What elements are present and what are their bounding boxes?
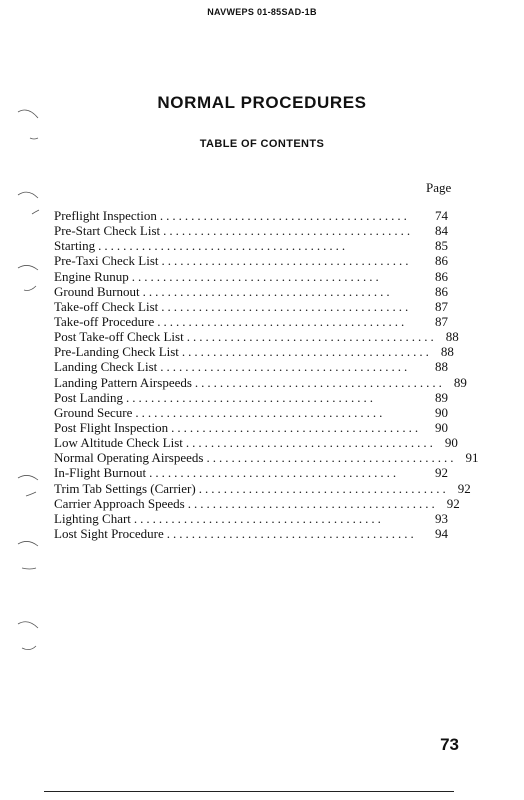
dot-leader: ........................................	[163, 223, 414, 239]
dot-leader: ........................................	[198, 480, 449, 496]
toc-heading: TABLE OF CONTENTS	[199, 138, 325, 150]
dot-leader: ........................................	[142, 283, 393, 299]
toc-entry-page: 90	[435, 404, 448, 420]
toc-entry-page: 86	[435, 253, 448, 269]
toc-entry-label: Lighting Chart	[54, 510, 131, 526]
toc-entry-label: Post Landing	[54, 389, 123, 405]
toc-entry-page: 92	[446, 495, 460, 511]
toc-entry[interactable]	[54, 223, 448, 238]
toc-entry-page: 92	[457, 480, 471, 496]
toc-entry[interactable]	[54, 329, 459, 345]
toc-entry[interactable]	[54, 314, 448, 329]
toc-entry-page: 92	[435, 465, 448, 481]
toc-entry-page: 94	[435, 525, 448, 541]
toc-entry-label: Starting	[54, 238, 96, 254]
dot-leader: ........................................	[194, 374, 445, 390]
toc-entry[interactable]	[54, 390, 448, 405]
dot-leader: ........................................	[171, 419, 422, 435]
toc-entry[interactable]	[54, 511, 448, 526]
binder-hole-marks	[0, 0, 60, 800]
toc-entry-label: In-Flight Burnout	[54, 465, 147, 481]
dot-leader: ........................................	[159, 208, 410, 223]
toc-entry-page: 90	[435, 419, 448, 435]
toc-entry[interactable]	[54, 526, 448, 541]
toc-entry-page: 84	[435, 223, 448, 239]
toc-entry[interactable]	[54, 359, 448, 374]
dot-leader: ........................................	[186, 329, 437, 345]
toc-entry[interactable]	[54, 480, 471, 496]
toc-entry-label: Post Flight Inspection	[54, 419, 169, 435]
dot-leader: ........................................	[125, 389, 376, 405]
toc-entry[interactable]	[54, 420, 448, 435]
page-column-heading: Page	[426, 180, 452, 195]
toc-entry-page: 88	[440, 344, 454, 360]
toc-entry-label: Carrier Approach Speeds	[54, 495, 185, 511]
toc-entry-page: 89	[453, 374, 467, 390]
dot-leader: ........................................	[160, 359, 411, 375]
toc-entry-page: 89	[435, 389, 448, 405]
dot-leader: ........................................	[161, 253, 412, 269]
dot-leader: ........................................	[131, 268, 382, 284]
toc-entry-page: 88	[445, 329, 459, 345]
toc-entry-label: Landing Check List	[54, 359, 158, 375]
toc-entry[interactable]	[54, 465, 448, 480]
toc-entry[interactable]	[54, 299, 448, 314]
dot-leader: ........................................	[135, 404, 386, 420]
toc-entry[interactable]	[54, 374, 467, 390]
toc-entry[interactable]	[54, 344, 454, 360]
toc-entry-label: Post Take-off Check List	[54, 329, 184, 345]
footer-rule	[44, 791, 454, 792]
toc-entry-page: 91	[465, 450, 479, 466]
dot-leader: ........................................	[181, 344, 432, 360]
dot-leader: ........................................	[149, 465, 400, 481]
toc-entry-page: 74	[435, 208, 448, 223]
toc-entry-label: Take-off Procedure	[54, 313, 155, 329]
toc-entry[interactable]	[54, 435, 458, 451]
toc-entry-label: Landing Pattern Airspeeds	[54, 374, 192, 390]
page-number: 73	[440, 735, 459, 754]
toc-entry[interactable]	[54, 284, 448, 299]
toc-entry-label: Ground Burnout	[54, 283, 140, 299]
section-title: NORMAL PROCEDURES	[157, 93, 367, 112]
dot-leader: ........................................	[133, 510, 384, 526]
toc-entry-page: 85	[435, 238, 448, 254]
dot-leader: ........................................	[187, 495, 438, 511]
toc-entry[interactable]	[54, 450, 479, 466]
toc-entry-page: 90	[444, 435, 458, 451]
toc-entry-label: Normal Operating Airspeeds	[54, 450, 204, 466]
toc-entry-label: Engine Runup	[54, 268, 129, 284]
dot-leader: ........................................	[161, 298, 412, 314]
toc-entry[interactable]	[54, 238, 448, 253]
toc-entry-page: 87	[435, 313, 448, 329]
dot-leader: ........................................	[185, 435, 436, 451]
toc-entry-page: 87	[435, 298, 448, 314]
dot-leader: ........................................	[166, 525, 417, 541]
toc-entry[interactable]	[54, 495, 460, 511]
toc-entry-page: 86	[435, 268, 448, 284]
toc-entry-label: Pre-Taxi Check List	[54, 253, 159, 269]
toc-entry-label: Take-off Check List	[54, 298, 159, 314]
toc-entry-label: Lost Sight Procedure	[54, 525, 164, 541]
toc-entry-page: 88	[435, 359, 448, 375]
document-number: NAVWEPS 01-85SAD-1B	[207, 7, 317, 17]
toc-entry-label: Preflight Inspection	[54, 208, 157, 223]
toc-entry-page: 86	[435, 283, 448, 299]
toc-entry[interactable]	[54, 269, 448, 284]
table-of-contents	[54, 208, 479, 541]
dot-leader: ........................................	[98, 238, 349, 254]
toc-entry-label: Pre-Landing Check List	[54, 344, 179, 360]
dot-leader: ........................................	[206, 450, 457, 466]
toc-entry[interactable]	[54, 208, 448, 223]
toc-entry-page: 93	[435, 510, 448, 526]
toc-entry-label: Pre-Start Check List	[54, 223, 161, 239]
toc-entry-label: Low Altitude Check List	[54, 435, 183, 451]
toc-entry-label: Trim Tab Settings (Carrier)	[54, 480, 196, 496]
toc-entry-label: Ground Secure	[54, 404, 133, 420]
dot-leader: ........................................	[157, 313, 408, 329]
toc-entry[interactable]	[54, 405, 448, 420]
toc-entry[interactable]	[54, 253, 448, 268]
